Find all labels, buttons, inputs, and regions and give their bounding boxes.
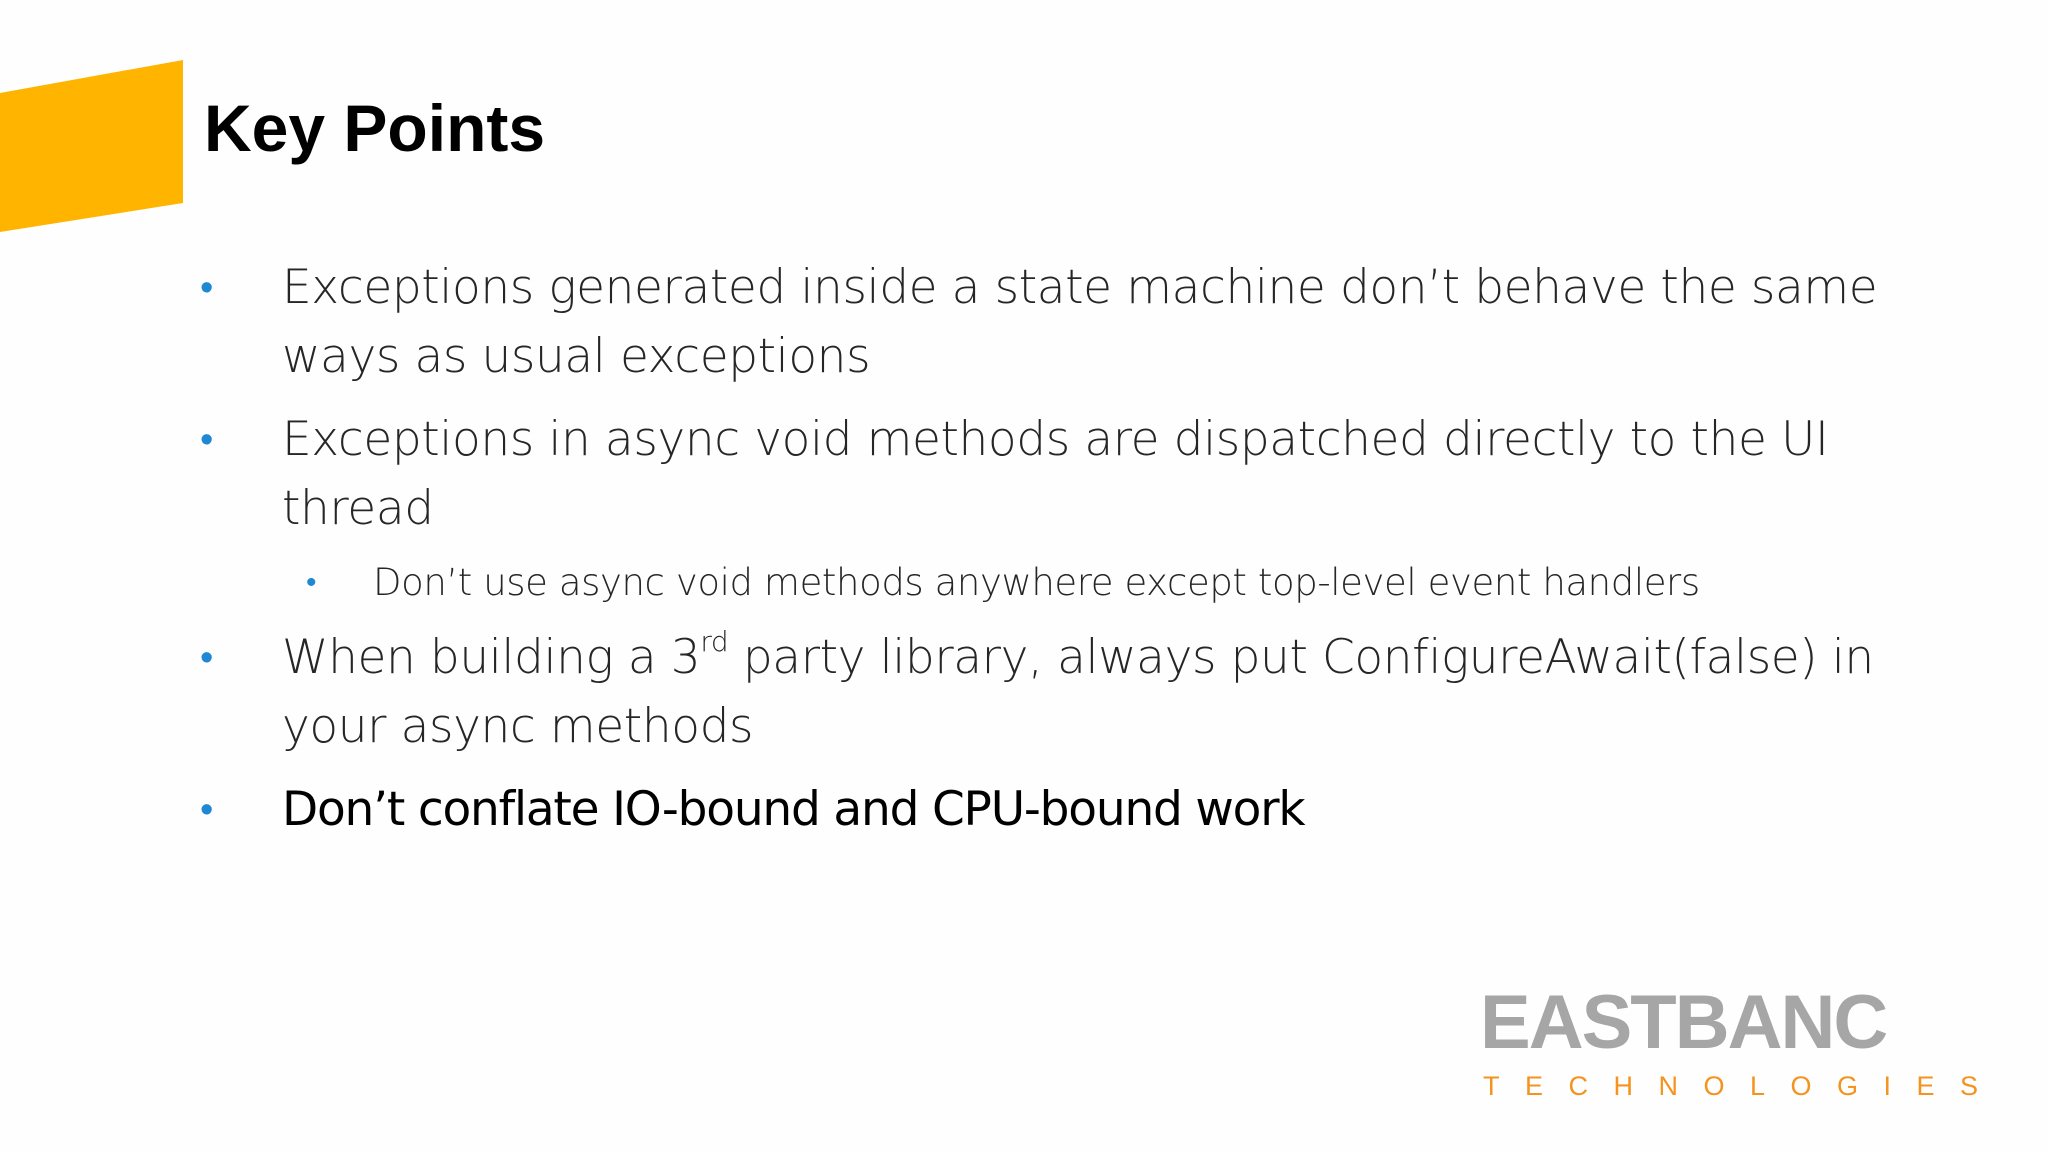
bullet-item xyxy=(200,405,1882,543)
bullet-dot-icon: • xyxy=(306,565,317,600)
bullet-text-segment: party library, always put ConfigureAwait(false) in xyxy=(728,630,1874,685)
bullet-dot-icon: • xyxy=(200,417,213,461)
bullet-text-line: Exceptions in async void methods are dispatched directly to the UI xyxy=(282,412,1829,467)
bullet-item xyxy=(200,775,1882,844)
eastbanc-logo xyxy=(1480,980,2004,1105)
bullet-item xyxy=(200,623,1882,761)
slide-title: Key Points xyxy=(204,91,546,165)
sub-bullet-item xyxy=(306,557,1873,609)
bullet-dot-icon: • xyxy=(200,265,213,309)
bullet-dot-icon: • xyxy=(200,787,213,831)
bullet-text-line: Exceptions generated inside a state machine don’t behave the same xyxy=(282,260,1878,315)
logo-wordmark: EASTBANC xyxy=(1480,980,1887,1065)
ordinal-superscript: rd xyxy=(700,625,729,658)
bullet-text-segment: When building a 3 xyxy=(282,630,701,685)
logo-tagline: TECHNOLOGIES xyxy=(1483,1071,2004,1101)
bullet-text-line: Don’t use async void methods anywhere except top-level event handlers xyxy=(373,561,1700,604)
bullet-text-line: thread xyxy=(282,481,434,536)
bullet-item xyxy=(200,253,1882,391)
bullet-text-line-emphasized: Don’t conflate IO-bound and CPU-bound work xyxy=(282,782,1305,837)
bullet-text-line: your async methods xyxy=(282,699,754,754)
bullet-text-line: ways as usual exceptions xyxy=(282,329,871,384)
bullet-dot-icon: • xyxy=(200,635,213,679)
title-accent-bar xyxy=(0,0,190,240)
bullet-text-line xyxy=(282,623,1882,692)
